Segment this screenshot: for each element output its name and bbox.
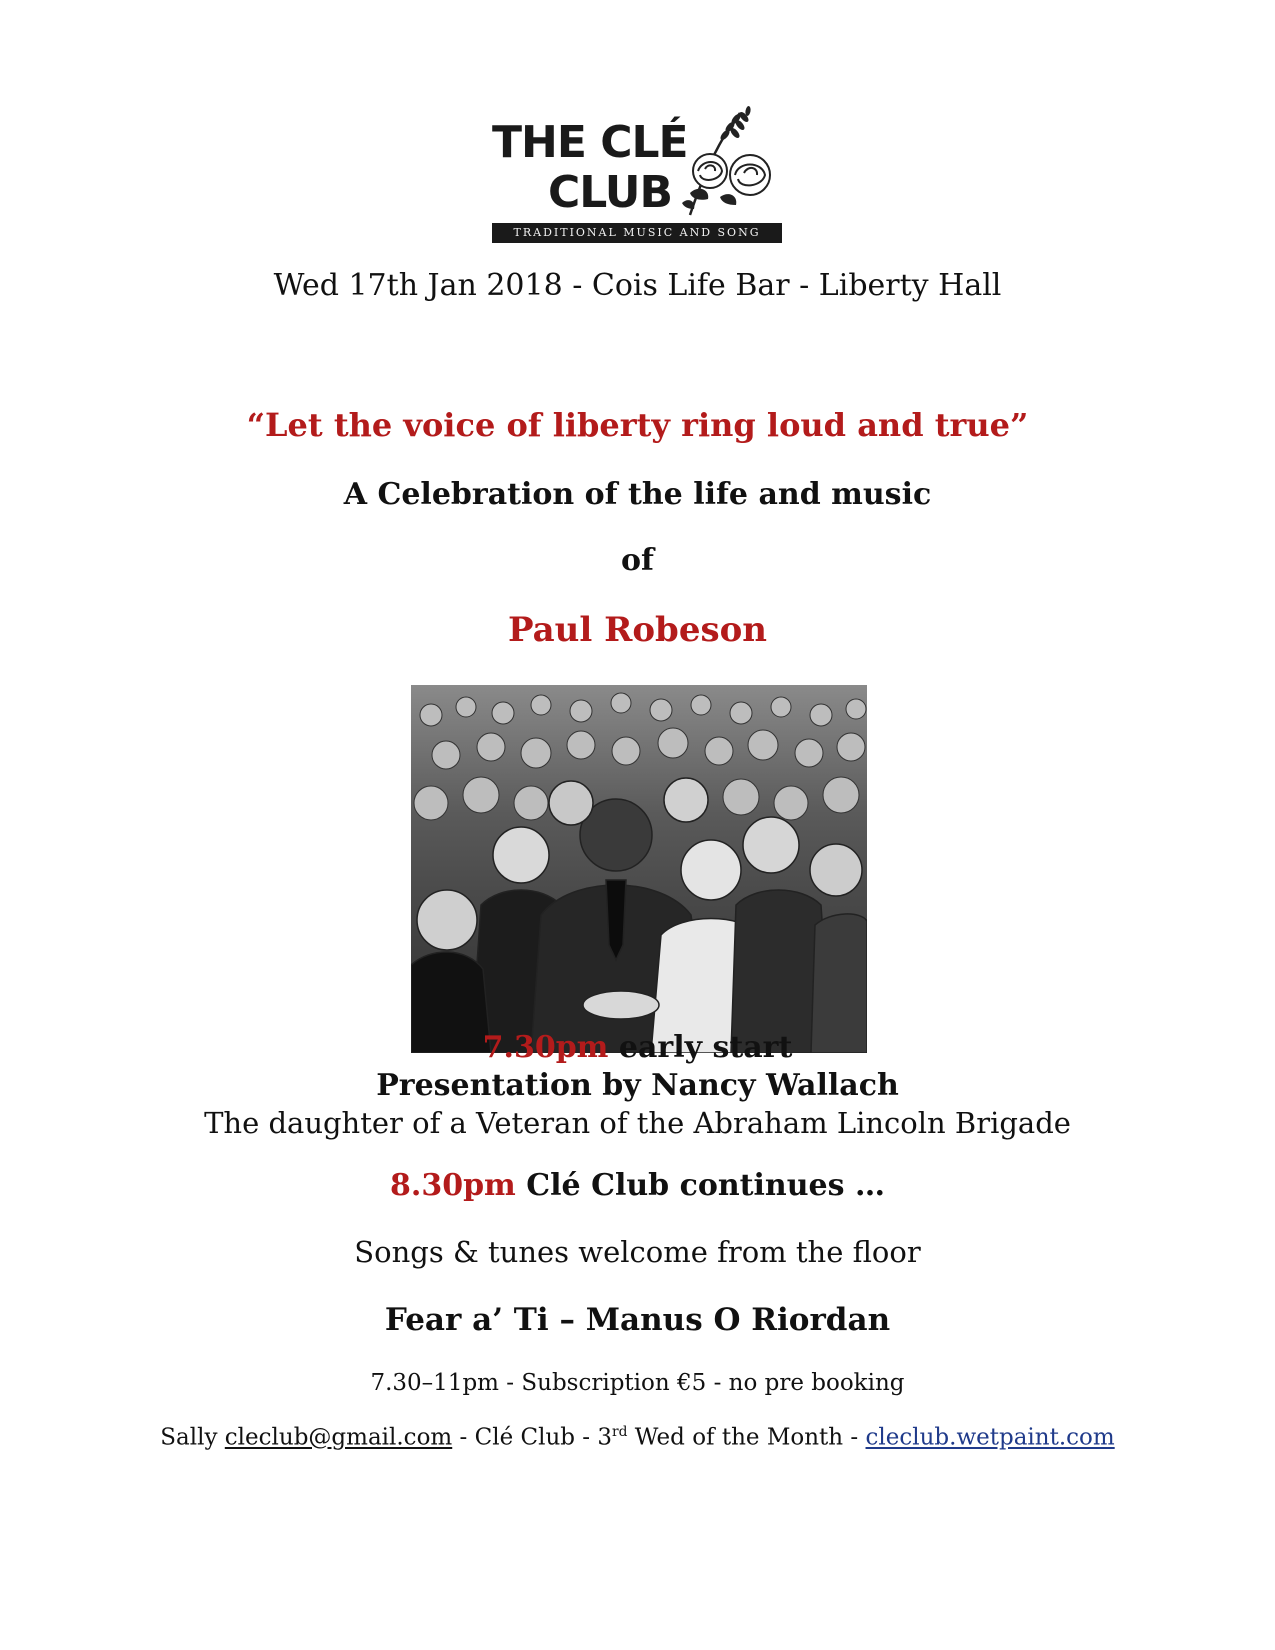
early-start-line bbox=[0, 1030, 1275, 1065]
rose-wheat-icon bbox=[680, 105, 780, 221]
continues-line bbox=[0, 1168, 1275, 1203]
club-label: - Clé Club - 3 bbox=[459, 1424, 613, 1451]
event-details: Wed 17th Jan 2018 - Cois Life Bar - Liberty Hall bbox=[273, 268, 1002, 303]
club-logo bbox=[492, 105, 782, 245]
crowd-photo bbox=[411, 685, 867, 1053]
continues-time: 8.30pm bbox=[390, 1168, 516, 1203]
logo-line-1: THE CLÉ bbox=[492, 117, 688, 168]
website-link[interactable]: cleclub.wetpaint.com bbox=[865, 1424, 1115, 1451]
of-line: of bbox=[621, 543, 654, 578]
host-line: Fear a’ Ti – Manus O Riordan bbox=[384, 1302, 891, 1338]
monthly-label: Wed of the Month - bbox=[634, 1424, 859, 1451]
footer-contact bbox=[0, 1424, 1275, 1451]
logo-tagline: TRADITIONAL MUSIC AND SONG bbox=[492, 223, 782, 243]
subscription-line: 7.30–11pm - Subscription €5 - no pre booking bbox=[370, 1370, 905, 1396]
early-start-label: early start bbox=[618, 1030, 793, 1065]
email-link[interactable]: cleclub@gmail.com bbox=[224, 1424, 453, 1451]
presenter-note: The daughter of a Veteran of the Abraham Lincoln Brigade bbox=[204, 1106, 1071, 1140]
celebration-line: A Celebration of the life and music bbox=[343, 477, 932, 512]
contact-name: Sally bbox=[160, 1424, 218, 1451]
honoree-name: Paul Robeson bbox=[507, 610, 768, 650]
early-start-time: 7.30pm bbox=[482, 1030, 609, 1065]
logo-line-2: CLUB bbox=[548, 167, 673, 218]
ordinal-suffix: rd bbox=[612, 1424, 628, 1440]
songs-line: Songs & tunes welcome from the floor bbox=[354, 1235, 921, 1269]
quote-headline: “Let the voice of liberty ring loud and true” bbox=[246, 406, 1029, 444]
continues-label: Clé Club continues … bbox=[526, 1168, 885, 1203]
presentation-line: Presentation by Nancy Wallach bbox=[376, 1068, 899, 1103]
